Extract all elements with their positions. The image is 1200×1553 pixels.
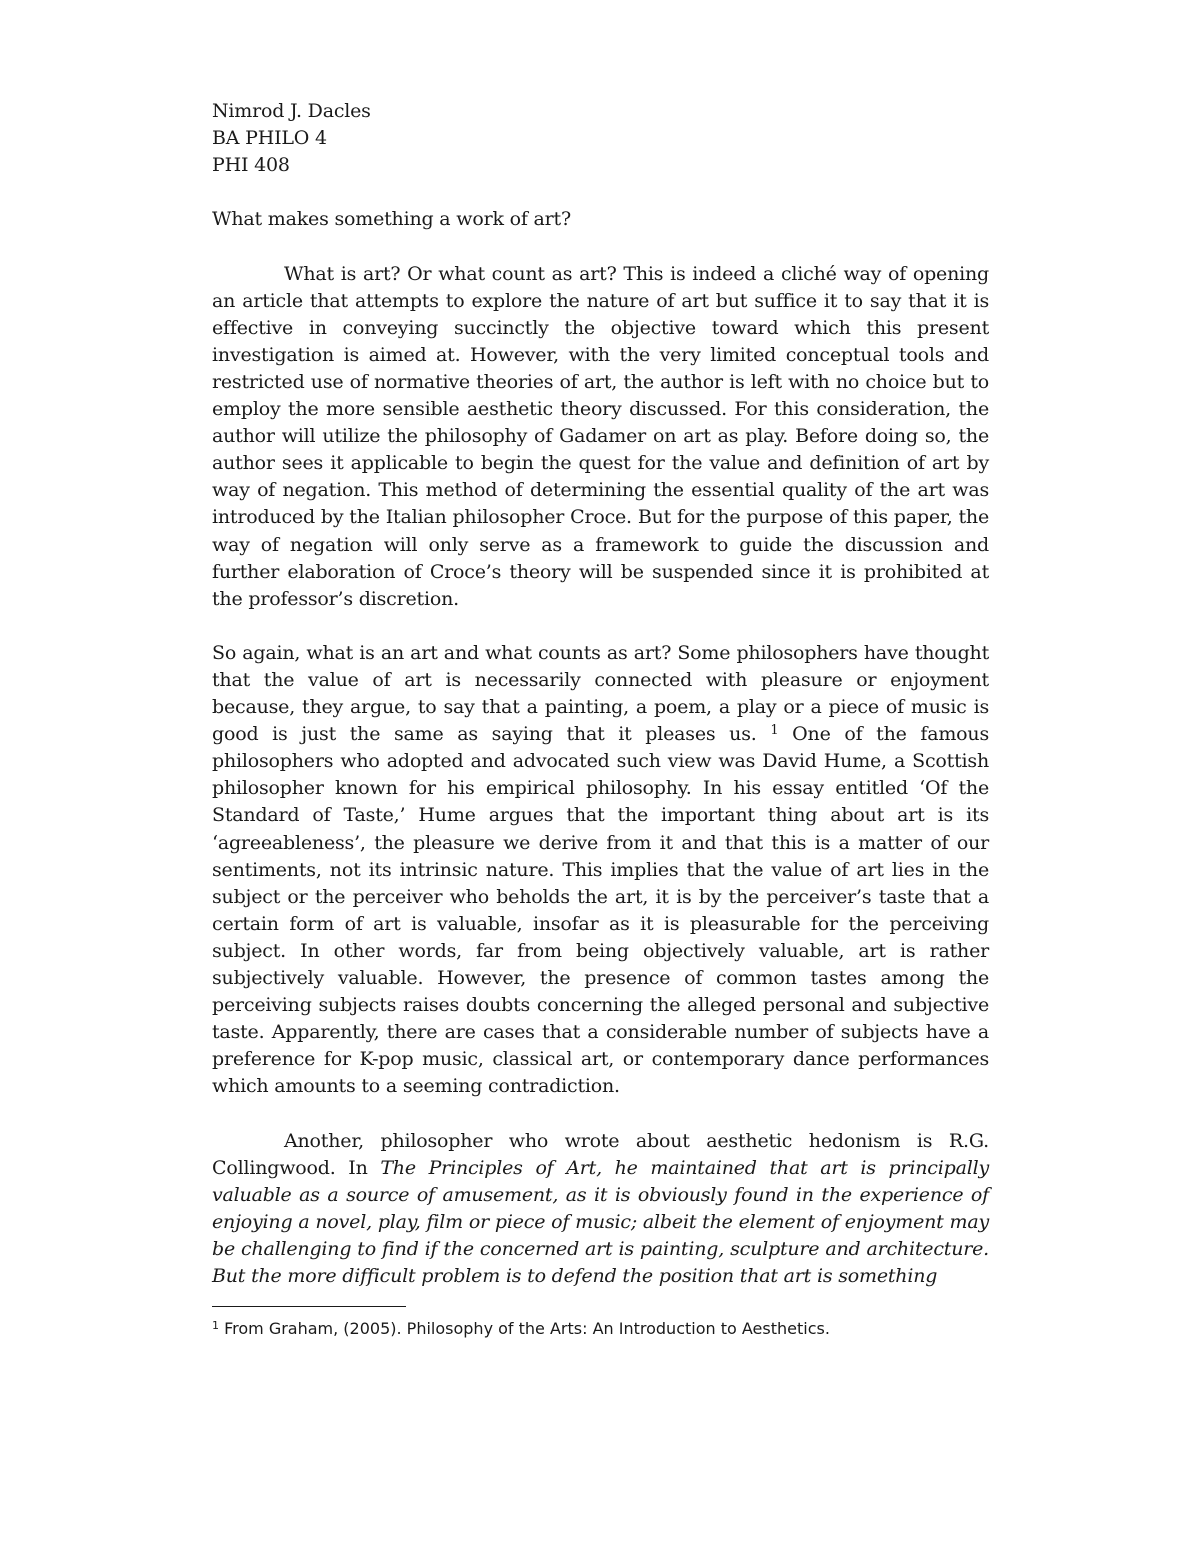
document-body [212,98,989,1290]
footnote-mark: 1 [212,1319,219,1332]
footnote-text: From Graham, (2005). Philosophy of the Arts: An Introduction to Aesthetics. [219,1319,830,1338]
footnote [212,1318,992,1340]
course-code: PHI 408 [212,154,290,177]
program-label: BA PHILO 4 [212,127,327,150]
paragraph-2 [212,640,989,1101]
paragraph-1: What is art? Or what count as art? This is indeed a cliché way of opening an article that attempts to explore the nature of art but suffice it to say that it is effective in conveying succinctly the objective toward which this present investigation is aimed at. However, with the very limited conceptual tools and restricted use of normative theories of art, the author is left with no choice but to employ the more sensible aesthetic theory discussed. For this consideration, the author will utilize the philosophy of Gadamer on art as play. Before doing so, the author sees it applicable to begin the quest for the value and definition of art by way of negation. This method of determining the essential quality of the art was introduced by the Italian philosopher Croce. But for the purpose of this paper, the way of negation will only serve as a framework to guide the discussion and further elaboration of Croce’s theory will be suspended since it is prohibited at the professor’s discretion. [212,262,989,610]
paragraph-2-text-a: So again, what is an art and what counts as art? Some philosophers have thought that the value of art is necessarily connected with pleasure or enjoyment because, they argue, to say that a painting, a poem, a play or a piece of music is good is just the same as saying that it pleases us. [212,641,989,746]
essay-title: What makes something a work of art? [212,208,571,231]
footnote-separator [212,1306,406,1307]
footnote-reference: 1 [770,723,779,739]
paragraph-3 [212,1128,989,1291]
paragraph-3-text: Another, philosopher who wrote about aesthetic hedonism is R.G. Collingwood. In [212,1129,989,1179]
paragraph-2-text-b: One of the famous philosophers who adopted and advocated such view was David Hume, a Scottish philosopher known for his empirical philosophy. In his essay entitled ‘Of the Standard of Taste,’ Hume argues that the important thing about art is its ‘agreeableness’, the pleasure we derive from it and that this is a matter of our sentiments, not its intrinsic nature. This implies that the value of art lies in the subject or the perceiver who beholds the art, it is by the perceiver’s taste that a certain form of art is valuable, insofar as it is pleasurable for the perceiving subject. In other words, far from being objectively valuable, art is rather subjectively valuable. However, the presence of common tastes among the perceiving subjects raises doubts concerning the alleged personal and subjective taste. Apparently, there are cases that a considerable number of subjects have a preference for K-pop music, classical art, or contemporary dance performances which amounts to a seeming contradiction. [212,723,989,1098]
paragraph-3-italic-text: The Principles of Art, he maintained that art is principally valuable as a source of amusement, as it is obviously found in the experience of enjoying a novel, play, film or piece of music; albeit the element of enjoyment may be challenging to find if the concerned art is painting, sculpture and architecture. But the more difficult problem is to defend the position that art is something [212,1156,989,1288]
author-name: Nimrod J. Dacles [212,100,371,122]
